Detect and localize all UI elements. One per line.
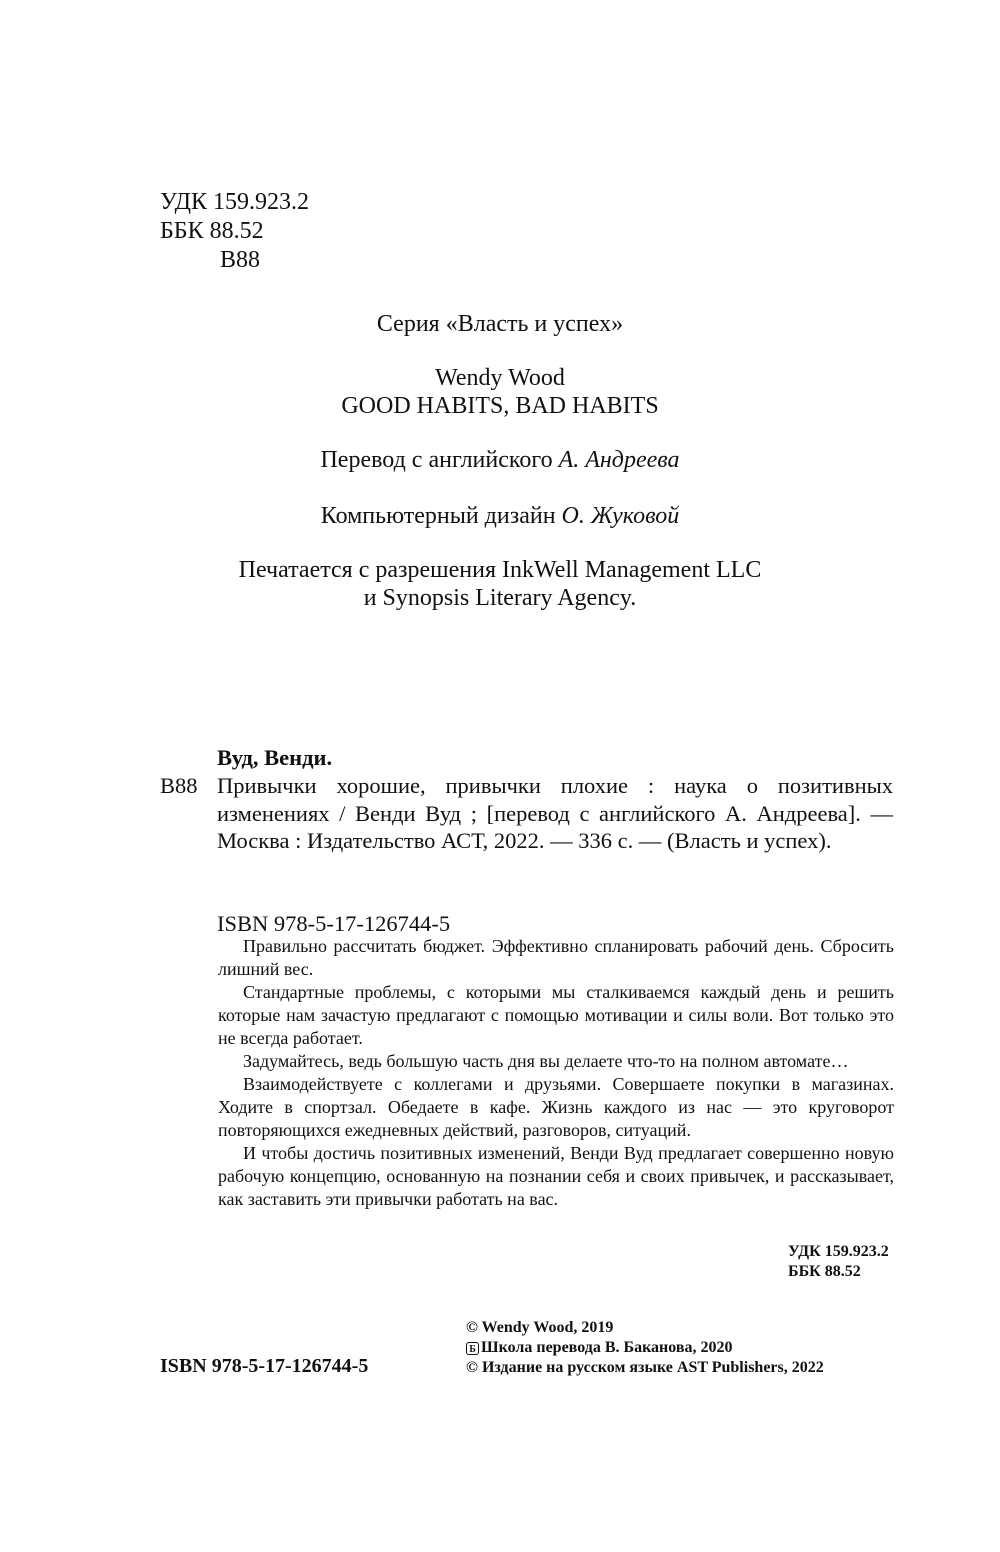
series-line: Серия «Власть и успех» [376, 311, 624, 337]
annotation [218, 935, 894, 1211]
udk-code-bottom: УДК 159.923.2 [788, 1243, 889, 1260]
school-logo-icon: Б [466, 1342, 479, 1355]
bibliographic-record [160, 744, 893, 944]
classification-codes-bottom [788, 1242, 889, 1282]
annotation-paragraph: Правильно рассчитать бюджет. Эффективно спланировать рабочий день. Сбросить лишний вес. [218, 936, 894, 979]
author-mark: В88 [220, 247, 261, 273]
classification-codes [160, 188, 309, 275]
design-prefix: Компьютерный дизайн [320, 503, 562, 529]
copyright-edition: © Издание на русском языке AST Publishers, 2022 [466, 1359, 824, 1376]
copyright-translation-text: Школа перевода В. Баканова, 2020 [481, 1339, 733, 1356]
original-author: Wendy Wood [435, 365, 565, 391]
permission-line-2: и Synopsis Literary Agency. [363, 585, 637, 611]
copyright-block [466, 1318, 824, 1378]
isbn-bottom: ISBN 978-5-17-126744-5 [160, 1355, 369, 1377]
annotation-paragraph: Стандартные проблемы, с которыми мы сталкиваемся каждый день и решить которые нам зачастую предлагают с помощью мотивации и силы воли. Вот только это не всегда работает. [218, 982, 894, 1048]
record-isbn: ISBN 978-5-17-126744-5 [217, 911, 451, 936]
record-author-mark: В88 [160, 773, 198, 798]
design-credit [160, 502, 840, 530]
permission-line-1: Печатается с разрешения InkWell Management LLC [238, 557, 762, 583]
annotation-paragraph: Задумайтесь, ведь большую часть дня вы делаете что-то на полном автомате… [243, 1051, 849, 1071]
udk-code: УДК 159.923.2 [160, 189, 309, 215]
translator-name: А. Андреева [558, 447, 680, 473]
original-edition [160, 364, 840, 420]
translation-prefix: Перевод с английского [320, 447, 559, 473]
copyright-translation [466, 1338, 824, 1358]
original-title: GOOD HABITS, BAD HABITS [341, 393, 659, 419]
record-author: Вуд, Венди. [217, 745, 333, 770]
designer-name: О. Жуковой [561, 503, 680, 529]
permission-notice [160, 556, 840, 612]
copyright-author: © Wendy Wood, 2019 [466, 1319, 614, 1336]
translation-credit [160, 446, 840, 474]
bbk-code-bottom: ББК 88.52 [788, 1263, 861, 1280]
annotation-paragraph: Взаимодействуете с коллегами и друзьями. Совершаете покупки в магазинах. Ходите в спортзал. Обедаете в кафе. Жизнь каждого из нас — это круговорот повторяющихся ежедневных действий, разговоров, ситуаций. [218, 1074, 894, 1140]
annotation-paragraph: И чтобы достичь позитивных изменений, Венди Вуд предлагает совершенно новую рабочую концепцию, основанную на познании себя и своих привычек, и рассказывает, как заставить эти привычки работать на вас. [218, 1143, 894, 1209]
bbk-code: ББК 88.52 [160, 218, 264, 244]
record-description: Привычки хорошие, привычки плохие : наука о позитивных изменениях / Венди Вуд ; [перевод с английского А. Андреева]. — Москва : Издательство АСТ, 2022. — 336 с. — (Власть и успех). [217, 773, 893, 853]
